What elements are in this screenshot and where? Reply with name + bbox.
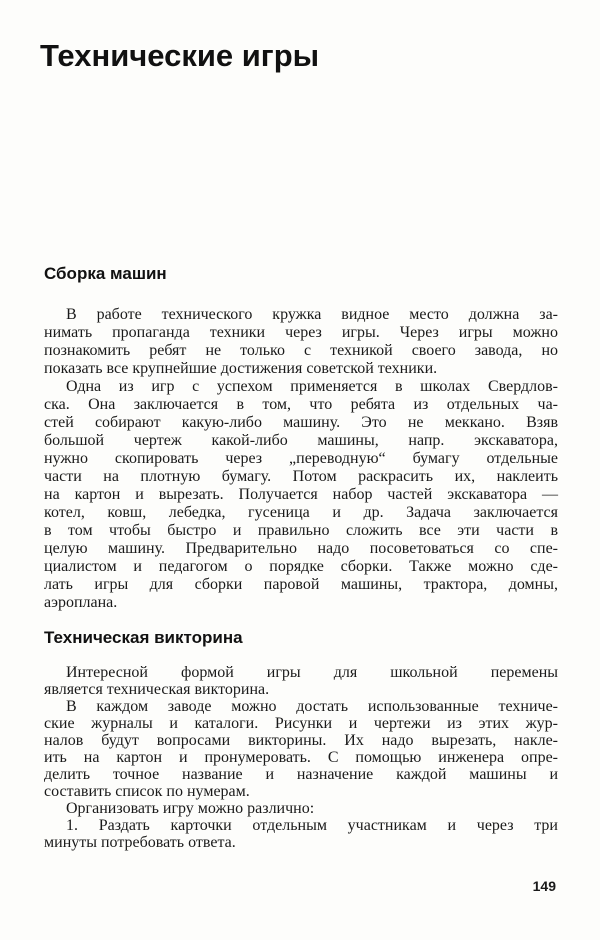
page-number: 149 [532, 878, 556, 894]
text-line-content: нимать пропаганда техники через игры. Через игры можно [44, 324, 558, 341]
text-line [44, 817, 558, 834]
text-line-content: показать все крупнейшие достижения советской техники. [44, 360, 438, 377]
text-line [44, 396, 558, 414]
text-line [44, 342, 558, 360]
text-line-content: налов будут вопросами викторины. Их надо вырезать, накле- [44, 732, 558, 749]
text-line [44, 576, 558, 594]
text-line-content: В работе технического кружка видное место должна за- [66, 306, 558, 323]
text-line-content: целую машину. Предварительно надо посоветоваться со спе- [44, 540, 558, 557]
text-line-content: на картон и вырезать. Получается набор частей экскаватора — [44, 486, 558, 503]
text-line [44, 594, 558, 612]
text-line-content: большой чертеж какой-либо машины, напр. экскаватора, [44, 432, 558, 449]
text-line [44, 715, 558, 732]
text-line-content: Одна из игр с успехом применяется в школах Свердлов- [66, 378, 558, 395]
text-line-content: части на плотную бумагу. Потом раскрасить их, наклеить [44, 468, 558, 485]
text-line-content: минуты потребовать ответа. [44, 834, 236, 851]
text-line-content: циалистом и педагогом о порядке сборки. Также можно сде- [44, 558, 558, 575]
text-line [44, 834, 558, 851]
text-line [44, 800, 558, 817]
text-line-content: стей собирают какую-либо машину. Это не меккано. Взяв [44, 414, 558, 431]
text-line-content: котел, ковш, лебедка, гусеница и др. Задача заключается [44, 504, 558, 521]
text-line-content: В каждом заводе можно достать использованные техниче- [66, 698, 558, 715]
text-line [44, 306, 558, 324]
text-line [44, 504, 558, 522]
text-line-content: ские журналы и каталоги. Рисунки и чертежи из этих жур- [44, 715, 558, 732]
text-line [44, 432, 558, 450]
section-body-quiz [44, 664, 558, 851]
text-line-content: делить точное название и назначение каждой машины и [44, 766, 558, 783]
text-line-content: является техническая викторина. [44, 681, 270, 698]
page-title: Технические игры [40, 38, 320, 73]
text-line-content: ить на картон и пронумеровать. С помощью инженера опре- [44, 749, 558, 766]
text-line [44, 324, 558, 342]
section-heading-assembly: Сборка машин [44, 264, 167, 283]
text-line [44, 766, 558, 783]
text-line-content: составить список по нумерам. [44, 783, 250, 800]
text-line [44, 468, 558, 486]
text-line [44, 681, 558, 698]
text-line [44, 732, 558, 749]
text-line-content: в том чтобы быстро и правильно сложить все эти части в [44, 522, 558, 539]
text-line-content: 1. Раздать карточки отдельным участникам и через три [66, 817, 558, 834]
text-line-content: ска. Она заключается в том, что ребята из отдельных ча- [44, 396, 558, 413]
text-line [44, 558, 558, 576]
text-line [44, 749, 558, 766]
text-line-content: Организовать игру можно различно: [66, 800, 315, 817]
section-body-assembly [44, 306, 558, 612]
text-line [44, 664, 558, 681]
text-line [44, 698, 558, 715]
text-line-content: Интересной формой игры для школьной перемены [66, 664, 558, 681]
text-line [44, 414, 558, 432]
text-line [44, 486, 558, 504]
text-line-content: лать игры для сборки паровой машины, трактора, домны, [44, 576, 558, 593]
text-line-content: аэроплана. [44, 594, 118, 611]
text-line [44, 522, 558, 540]
text-line [44, 360, 558, 378]
section-heading-quiz: Техническая викторина [44, 628, 243, 647]
text-line [44, 450, 558, 468]
text-line-content: познакомить ребят не только с техникой своего завода, но [44, 342, 558, 359]
text-line [44, 378, 558, 396]
text-line [44, 540, 558, 558]
text-line-content: нужно скопировать через „переводную“ бумагу отдельные [44, 450, 558, 467]
text-line [44, 783, 558, 800]
